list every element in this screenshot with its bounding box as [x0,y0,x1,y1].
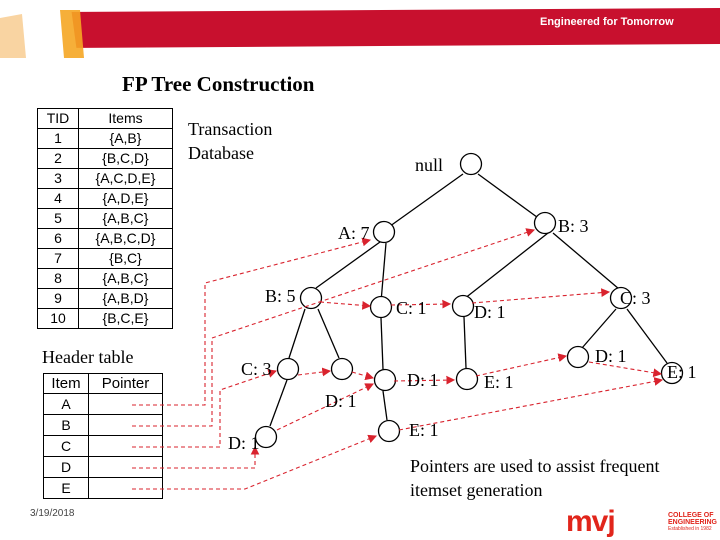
items-cell: {A,B} [79,129,173,149]
label-c3-left: C: 3 [241,359,272,379]
tree-node-e1-b [457,369,478,390]
tree-node-a7 [374,222,395,243]
tid-cell: 5 [38,209,79,229]
label-b3: B: 3 [558,216,589,236]
transaction-db-label-2: Database [188,143,254,163]
tree-node-null [461,154,482,175]
tree-node-b5 [301,288,322,309]
label-c1: C: 1 [396,298,427,318]
items-cell: {B,C} [79,249,173,269]
tid-cell: 1 [38,129,79,149]
label-c3-right: C: 3 [620,288,651,308]
tid-cell: 6 [38,229,79,249]
header-item-cell: A [44,394,89,415]
items-cell: {A,C,D,E} [79,169,173,189]
footer-date: 3/19/2018 [30,508,75,519]
items-cell: {A,D,E} [79,189,173,209]
col-header-tid: TID [38,109,79,129]
label-e1-right: E: 1 [667,362,697,382]
header-item-cell: D [44,457,89,478]
tid-cell: 7 [38,249,79,269]
col-header-items: Items [79,109,173,129]
transaction-db-label-1: Transaction [188,119,273,139]
label-b5: B: 5 [265,286,296,306]
tid-cell: 4 [38,189,79,209]
label-d1-b: D: 1 [407,370,439,390]
label-d1-bottom: D: 1 [228,433,260,453]
label-d1-right: D: 1 [595,346,627,366]
label-a7: A: 7 [338,223,370,243]
tid-cell: 3 [38,169,79,189]
college-name: COLLEGE OF ENGINEERING Established in 1982 [668,512,718,532]
header-item-cell: C [44,436,89,457]
items-cell: {A,B,C} [79,269,173,289]
tree-node-c1 [371,297,392,318]
mvj-logo: mvj [566,505,615,538]
header-item-cell: E [44,478,89,499]
tid-cell: 8 [38,269,79,289]
caption-line-2: itemset generation [410,480,543,500]
col-header-pointer: Pointer [89,374,163,394]
items-cell: {B,C,D} [79,149,173,169]
tree-node-d1-a [332,359,353,380]
items-cell: {B,C,E} [79,309,173,329]
tree-node-e1-bottom [379,421,400,442]
label-e1-b: E: 1 [484,372,514,392]
tree-node-d1-right [568,347,589,368]
tree-node-b3 [535,213,556,234]
header-table-label: Header table [42,347,134,367]
label-d1-a: D: 1 [325,391,357,411]
label-e1-bottom: E: 1 [409,420,439,440]
header-item-cell: B [44,415,89,436]
items-cell: {A,B,C} [79,209,173,229]
banner-tagline: Engineered for Tomorrow [540,16,674,28]
tid-cell: 10 [38,309,79,329]
tid-cell: 2 [38,149,79,169]
col-header-item: Item [44,374,89,394]
tid-cell: 9 [38,289,79,309]
label-d1-mid: D: 1 [474,302,506,322]
caption-line-1: Pointers are used to assist frequent [410,456,660,476]
label-null: null [415,155,444,175]
tree-node-d1-b [375,370,396,391]
items-cell: {A,B,D} [79,289,173,309]
tree-node-d1-mid [453,296,474,317]
tree-node-c3-left [278,359,299,380]
page-title: FP Tree Construction [122,72,315,96]
items-cell: {A,B,C,D} [79,229,173,249]
